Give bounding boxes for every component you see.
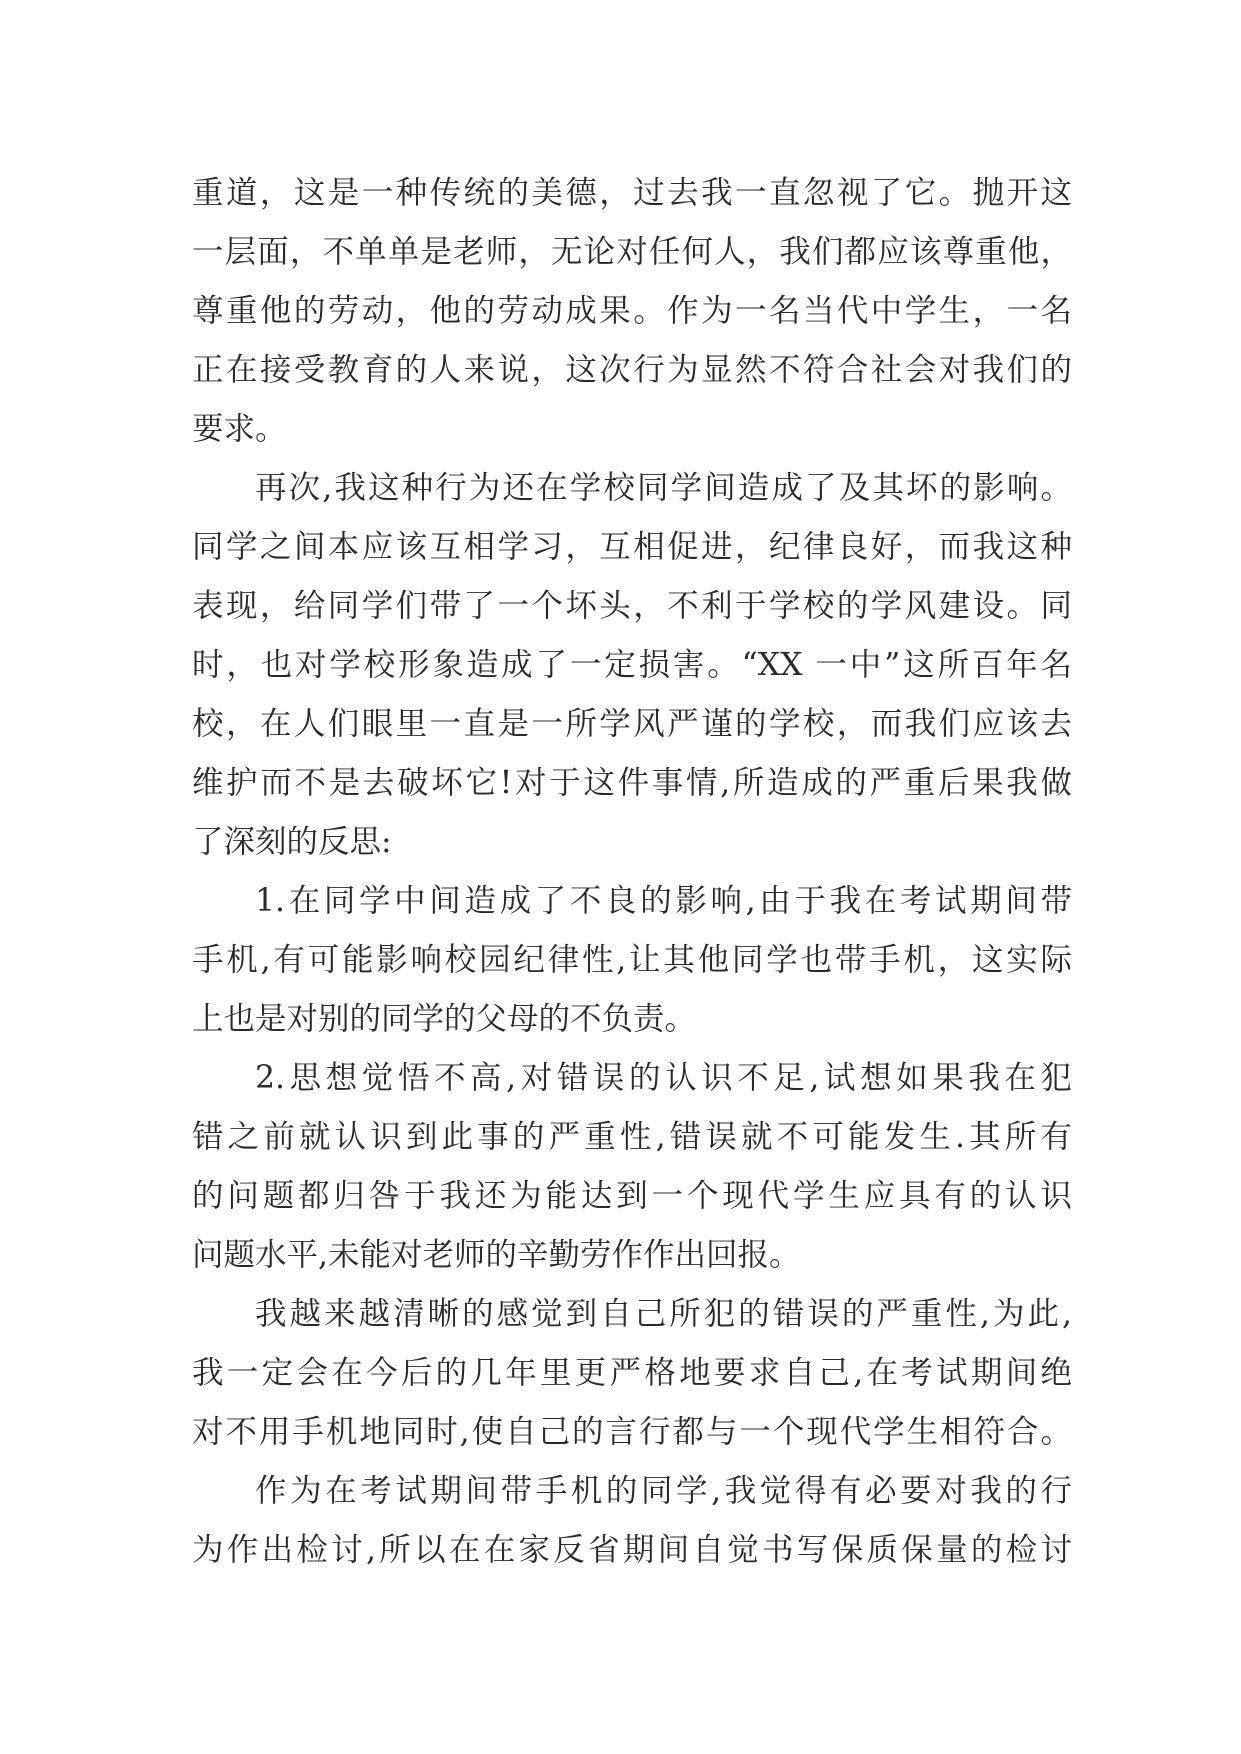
document-body: [192, 164, 1072, 1580]
text-line: 问题水平,未能对老师的辛勤劳作作出回报。: [192, 1237, 801, 1273]
text-line: 错之前就认识到此事的严重性,错误就不可能发生.其所有: [192, 1119, 1072, 1155]
text-line: 时，也对学校形象造成了一定损害。“XX 一中”这所百年名: [192, 647, 1072, 683]
text-line: 1.在同学中间造成了不良的影响,由于我在考试期间带: [255, 883, 1072, 919]
text-line: 上也是对别的同学的父母的不负责。: [192, 1001, 697, 1037]
paragraph-1: [192, 164, 1072, 459]
paragraph-3: [192, 872, 1072, 1049]
text-line: 同学之间本应该互相学习，互相促进，纪律良好，而我这种: [192, 529, 1072, 565]
text-line: 作为在考试期间带手机的同学,我觉得有必要对我的行: [255, 1473, 1072, 1509]
text-line: 校，在人们眼里一直是一所学风严谨的学校，而我们应该去: [192, 706, 1072, 742]
text-line: 手机,有可能影响校园纪律性,让其他同学也带手机，这实际: [192, 942, 1072, 978]
paragraph-6: [192, 1462, 1072, 1580]
text-line: 对不用手机地同时,使自己的言行都与一个现代学生相符合。: [192, 1414, 1072, 1450]
paragraph-4: [192, 1049, 1072, 1285]
text-line: 的问题都归咎于我还为能达到一个现代学生应具有的认识: [192, 1178, 1072, 1214]
text-line: 要求。: [192, 411, 287, 447]
text-line: 为作出检讨,所以在在家反省期间自觉书写保质保量的检讨: [192, 1532, 1072, 1568]
paragraph-5: [192, 1285, 1072, 1462]
text-line: 我越来越清晰的感觉到自己所犯的错误的严重性,为此,: [255, 1296, 1072, 1332]
text-line: 我一定会在今后的几年里更严格地要求自己,在考试期间绝: [192, 1355, 1072, 1391]
text-line: 2.思想觉悟不高,对错误的认识不足,试想如果我在犯: [255, 1060, 1072, 1096]
text-line: 再次,我这种行为还在学校同学间造成了及其坏的影响。: [255, 470, 1072, 506]
text-line: 一层面，不单单是老师，无论对任何人，我们都应该尊重他，: [192, 234, 1072, 270]
text-line: 重道，这是一种传统的美德，过去我一直忽视了它。抛开这: [192, 175, 1072, 211]
text-line: 尊重他的劳动，他的劳动成果。作为一名当代中学生，一名: [192, 293, 1072, 329]
paragraph-2: [192, 459, 1072, 872]
text-line: 表现，给同学们带了一个坏头，不利于学校的学风建设。同: [192, 588, 1072, 624]
text-line: 正在接受教育的人来说，这次行为显然不符合社会对我们的: [192, 352, 1072, 388]
text-line: 了深刻的反思:: [192, 824, 392, 860]
text-line: 维护而不是去破坏它!对于这件事情,所造成的严重后果我做: [192, 765, 1072, 801]
